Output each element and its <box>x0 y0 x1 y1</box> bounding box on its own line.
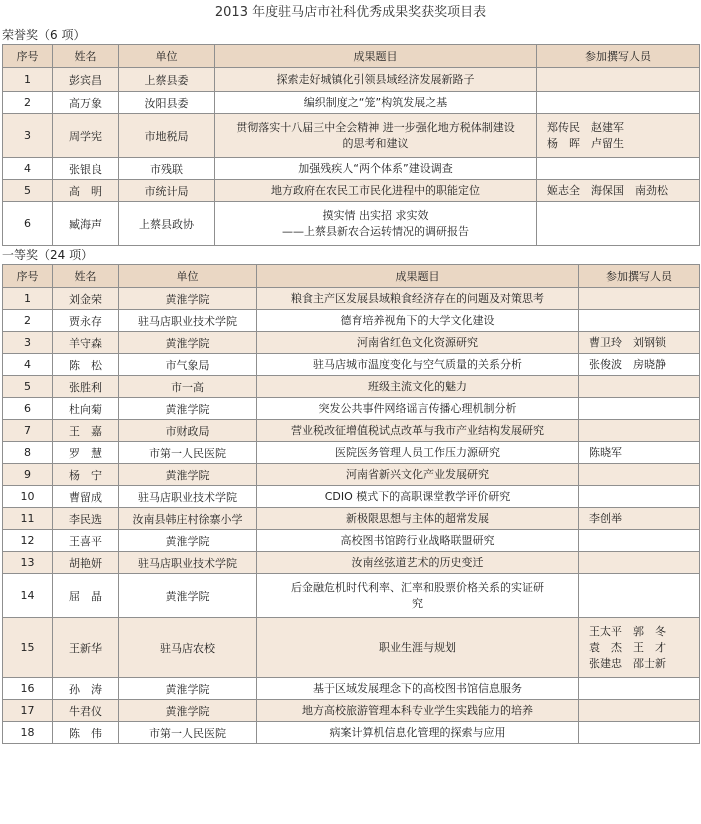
cell-topic <box>257 442 579 464</box>
cell-unit: 黄淮学院 <box>119 574 257 618</box>
cell-num: 18 <box>3 722 53 744</box>
cell-name: 张银良 <box>53 158 119 180</box>
cell-name: 孙 涛 <box>53 678 119 700</box>
cell-participants <box>537 180 700 202</box>
page-title: 2013 年度驻马店市社科优秀成果奖获奖项目表 <box>214 5 487 20</box>
table-row <box>3 68 700 92</box>
topic-line: 贯彻落实十八届三中全会精神 进一步强化地方税体制建设 <box>236 120 515 134</box>
cell-participants <box>537 158 700 180</box>
cell-participants <box>537 202 700 246</box>
participant-line: 姬志全 海保国 南劲松 <box>547 183 668 197</box>
topic-line: 病案计算机信息化管理的探索与应用 <box>329 725 506 739</box>
cell-unit: 市气象局 <box>119 354 257 376</box>
table-row <box>3 288 700 310</box>
cell-name: 羊守森 <box>53 332 119 354</box>
cell-name: 贾永存 <box>53 310 119 332</box>
cell-name: 彭宾昌 <box>53 68 119 92</box>
topic-line: 加强残疾人“两个体系”建设调查 <box>298 161 453 175</box>
cell-num: 6 <box>3 398 53 420</box>
topic-line: 编织制度之“笼”构筑发展之基 <box>303 95 448 109</box>
cell-num: 10 <box>3 486 53 508</box>
cell-num: 3 <box>3 114 53 158</box>
cell-unit: 市地税局 <box>119 114 215 158</box>
cell-topic <box>215 158 537 180</box>
topic-line: 汝南丝弦道艺术的历史变迁 <box>351 555 484 569</box>
cell-participants <box>579 552 700 574</box>
topic-line: 高校图书馆跨行业战略联盟研究 <box>340 533 495 547</box>
table-row <box>3 508 700 530</box>
cell-participants <box>579 332 700 354</box>
cell-name: 王喜平 <box>53 530 119 552</box>
cell-participants <box>537 114 700 158</box>
col-header-topic: 成果题目 <box>257 265 579 288</box>
cell-topic <box>257 398 579 420</box>
participant-line: 杨 晖 卢留生 <box>547 136 624 150</box>
cell-topic <box>257 530 579 552</box>
table-row <box>3 376 700 398</box>
cell-topic <box>215 202 537 246</box>
cell-name: 屈 晶 <box>53 574 119 618</box>
cell-participants <box>579 574 700 618</box>
cell-num: 1 <box>3 68 53 92</box>
cell-topic <box>257 420 579 442</box>
cell-participants <box>579 722 700 744</box>
col-header-num: 序号 <box>3 265 53 288</box>
cell-num: 12 <box>3 530 53 552</box>
cell-topic <box>257 354 579 376</box>
col-header-participants: 参加撰写人员 <box>579 265 700 288</box>
cell-num: 2 <box>3 92 53 114</box>
cell-unit: 上蔡县政协 <box>119 202 215 246</box>
cell-topic <box>215 68 537 92</box>
cell-num: 9 <box>3 464 53 486</box>
cell-topic <box>257 486 579 508</box>
cell-name: 周学宪 <box>53 114 119 158</box>
cell-topic <box>215 114 537 158</box>
topic-line: 河南省新兴文化产业发展研究 <box>346 467 489 481</box>
table-row <box>3 530 700 552</box>
table-row <box>3 310 700 332</box>
table-row <box>3 552 700 574</box>
cell-unit: 黄淮学院 <box>119 700 257 722</box>
topic-line: 驻马店城市温度变化与空气质量的关系分析 <box>313 357 522 371</box>
table-row <box>3 442 700 464</box>
cell-participants <box>579 678 700 700</box>
cell-unit: 黄淮学院 <box>119 288 257 310</box>
topic-line: CDIO 模式下的高职课堂教学评价研究 <box>324 489 511 503</box>
cell-unit: 驻马店职业技术学院 <box>119 486 257 508</box>
topic-line: 河南省红色文化资源研究 <box>357 335 478 349</box>
cell-unit: 黄淮学院 <box>119 530 257 552</box>
cell-unit: 市一高 <box>119 376 257 398</box>
cell-topic <box>257 552 579 574</box>
cell-num: 16 <box>3 678 53 700</box>
cell-participants <box>579 486 700 508</box>
participant-line: 郑传民 赵建军 <box>547 120 624 134</box>
honor-table-body <box>3 68 700 246</box>
cell-name: 高万象 <box>53 92 119 114</box>
cell-topic <box>215 180 537 202</box>
topic-line: 职业生涯与规划 <box>379 640 456 654</box>
section-honor-label: 荣誉奖（6 项） <box>2 28 86 42</box>
col-header-participants: 参加撰写人员 <box>537 45 700 68</box>
topic-line: 摸实情 出实招 求实效 <box>322 208 429 222</box>
participant-line: 李创举 <box>589 511 622 525</box>
cell-participants <box>579 442 700 464</box>
table-row <box>3 202 700 246</box>
topic-line: 医院医务管理人员工作压力源研究 <box>335 445 500 459</box>
cell-topic <box>257 678 579 700</box>
cell-num: 7 <box>3 420 53 442</box>
cell-name: 王 嘉 <box>53 420 119 442</box>
col-header-name: 姓名 <box>53 265 119 288</box>
cell-num: 11 <box>3 508 53 530</box>
cell-topic <box>257 288 579 310</box>
cell-participants <box>537 92 700 114</box>
cell-unit: 上蔡县委 <box>119 68 215 92</box>
cell-participants <box>579 398 700 420</box>
participant-line: 张建忠 邵士新 <box>589 656 666 670</box>
participant-line: 袁 杰 王 才 <box>589 640 666 654</box>
cell-topic <box>257 700 579 722</box>
table-row <box>3 722 700 744</box>
cell-unit: 驻马店职业技术学院 <box>119 552 257 574</box>
col-header-unit: 单位 <box>119 45 215 68</box>
cell-num: 1 <box>3 288 53 310</box>
cell-participants <box>579 420 700 442</box>
table-row <box>3 464 700 486</box>
cell-num: 5 <box>3 376 53 398</box>
cell-topic <box>257 508 579 530</box>
topic-line: 粮食主产区发展县域粮食经济存在的问题及对策思考 <box>291 291 544 305</box>
table-row <box>3 486 700 508</box>
topic-line: 班级主流文化的魅力 <box>368 379 467 393</box>
participant-line: 曹卫玲 刘钢锁 <box>589 335 666 349</box>
cell-topic <box>257 464 579 486</box>
cell-num: 3 <box>3 332 53 354</box>
cell-participants <box>579 530 700 552</box>
cell-participants <box>579 464 700 486</box>
cell-unit: 汝南县韩庄村徐寨小学 <box>119 508 257 530</box>
col-header-unit: 单位 <box>119 265 257 288</box>
cell-unit: 黄淮学院 <box>119 398 257 420</box>
cell-topic <box>257 310 579 332</box>
cell-unit: 汝阳县委 <box>119 92 215 114</box>
topic-line: 营业税改征增值税试点改革与我市产业结构发展研究 <box>291 423 544 437</box>
table-row <box>3 700 700 722</box>
cell-topic <box>257 332 579 354</box>
cell-unit: 市统计局 <box>119 180 215 202</box>
cell-name: 曹留成 <box>53 486 119 508</box>
topic-line: 德育培养视角下的大学文化建设 <box>340 313 495 327</box>
cell-participants <box>579 618 700 678</box>
cell-num: 4 <box>3 354 53 376</box>
cell-topic <box>257 618 579 678</box>
topic-line: 地方政府在农民工市民化进程中的职能定位 <box>271 183 480 197</box>
cell-unit: 市财政局 <box>119 420 257 442</box>
table-row <box>3 180 700 202</box>
cell-name: 杨 宁 <box>53 464 119 486</box>
col-header-name: 姓名 <box>53 45 119 68</box>
cell-unit: 黄淮学院 <box>119 332 257 354</box>
topic-line: 突发公共事件网络谣言传播心理机制分析 <box>318 401 517 415</box>
topic-line: ——上蔡县新农合运转情况的调研报告 <box>282 224 469 238</box>
cell-unit: 市残联 <box>119 158 215 180</box>
cell-participants <box>579 288 700 310</box>
cell-participants <box>579 376 700 398</box>
participant-line: 王太平 郭 冬 <box>589 624 666 638</box>
table-row <box>3 92 700 114</box>
topic-line: 新极限思想与主体的超常发展 <box>346 511 489 525</box>
participant-line: 陈晓军 <box>589 445 622 459</box>
cell-topic <box>257 376 579 398</box>
cell-unit: 驻马店农校 <box>119 618 257 678</box>
cell-participants <box>579 700 700 722</box>
cell-participants <box>579 354 700 376</box>
cell-num: 14 <box>3 574 53 618</box>
cell-participants <box>579 310 700 332</box>
cell-topic <box>215 92 537 114</box>
table-row <box>3 678 700 700</box>
topic-line: 究 <box>412 596 423 610</box>
topic-line: 后金融危机时代利率、汇率和股票价格关系的实证研 <box>291 580 544 594</box>
cell-name: 刘金荣 <box>53 288 119 310</box>
table-row <box>3 114 700 158</box>
cell-name: 李民选 <box>53 508 119 530</box>
table-row <box>3 420 700 442</box>
cell-num: 13 <box>3 552 53 574</box>
table-row <box>3 574 700 618</box>
cell-num: 4 <box>3 158 53 180</box>
col-header-num: 序号 <box>3 45 53 68</box>
cell-topic <box>257 722 579 744</box>
cell-name: 高 明 <box>53 180 119 202</box>
honor-award-table <box>2 44 700 246</box>
cell-num: 6 <box>3 202 53 246</box>
cell-name: 牛君仪 <box>53 700 119 722</box>
topic-line: 的思考和建议 <box>342 136 409 150</box>
topic-line: 地方高校旅游管理本科专业学生实践能力的培养 <box>302 703 533 717</box>
cell-num: 5 <box>3 180 53 202</box>
table-row <box>3 398 700 420</box>
cell-name: 罗 慧 <box>53 442 119 464</box>
cell-num: 15 <box>3 618 53 678</box>
cell-unit: 黄淮学院 <box>119 464 257 486</box>
cell-name: 胡艳妍 <box>53 552 119 574</box>
cell-unit: 驻马店职业技术学院 <box>119 310 257 332</box>
cell-name: 张胜利 <box>53 376 119 398</box>
cell-name: 杜向菊 <box>53 398 119 420</box>
cell-name: 臧海声 <box>53 202 119 246</box>
cell-unit: 市第一人民医院 <box>119 442 257 464</box>
cell-num: 8 <box>3 442 53 464</box>
cell-topic <box>257 574 579 618</box>
cell-name: 王新华 <box>53 618 119 678</box>
cell-unit: 黄淮学院 <box>119 678 257 700</box>
first-prize-table-body <box>3 288 700 744</box>
col-header-topic: 成果题目 <box>215 45 537 68</box>
cell-name: 陈 松 <box>53 354 119 376</box>
cell-name: 陈 伟 <box>53 722 119 744</box>
participant-line: 张俊波 房晓静 <box>589 357 666 371</box>
table-row <box>3 354 700 376</box>
section-first-prize-label: 一等奖（24 项） <box>2 248 94 262</box>
table-row <box>3 618 700 678</box>
cell-participants <box>579 508 700 530</box>
cell-unit: 市第一人民医院 <box>119 722 257 744</box>
table-row <box>3 332 700 354</box>
cell-participants <box>537 68 700 92</box>
cell-num: 17 <box>3 700 53 722</box>
topic-line: 基于区域发展理念下的高校图书馆信息服务 <box>313 681 522 695</box>
cell-num: 2 <box>3 310 53 332</box>
first-prize-table <box>2 264 700 744</box>
topic-line: 探索走好城镇化引领县域经济发展新路子 <box>276 72 475 86</box>
table-row <box>3 158 700 180</box>
